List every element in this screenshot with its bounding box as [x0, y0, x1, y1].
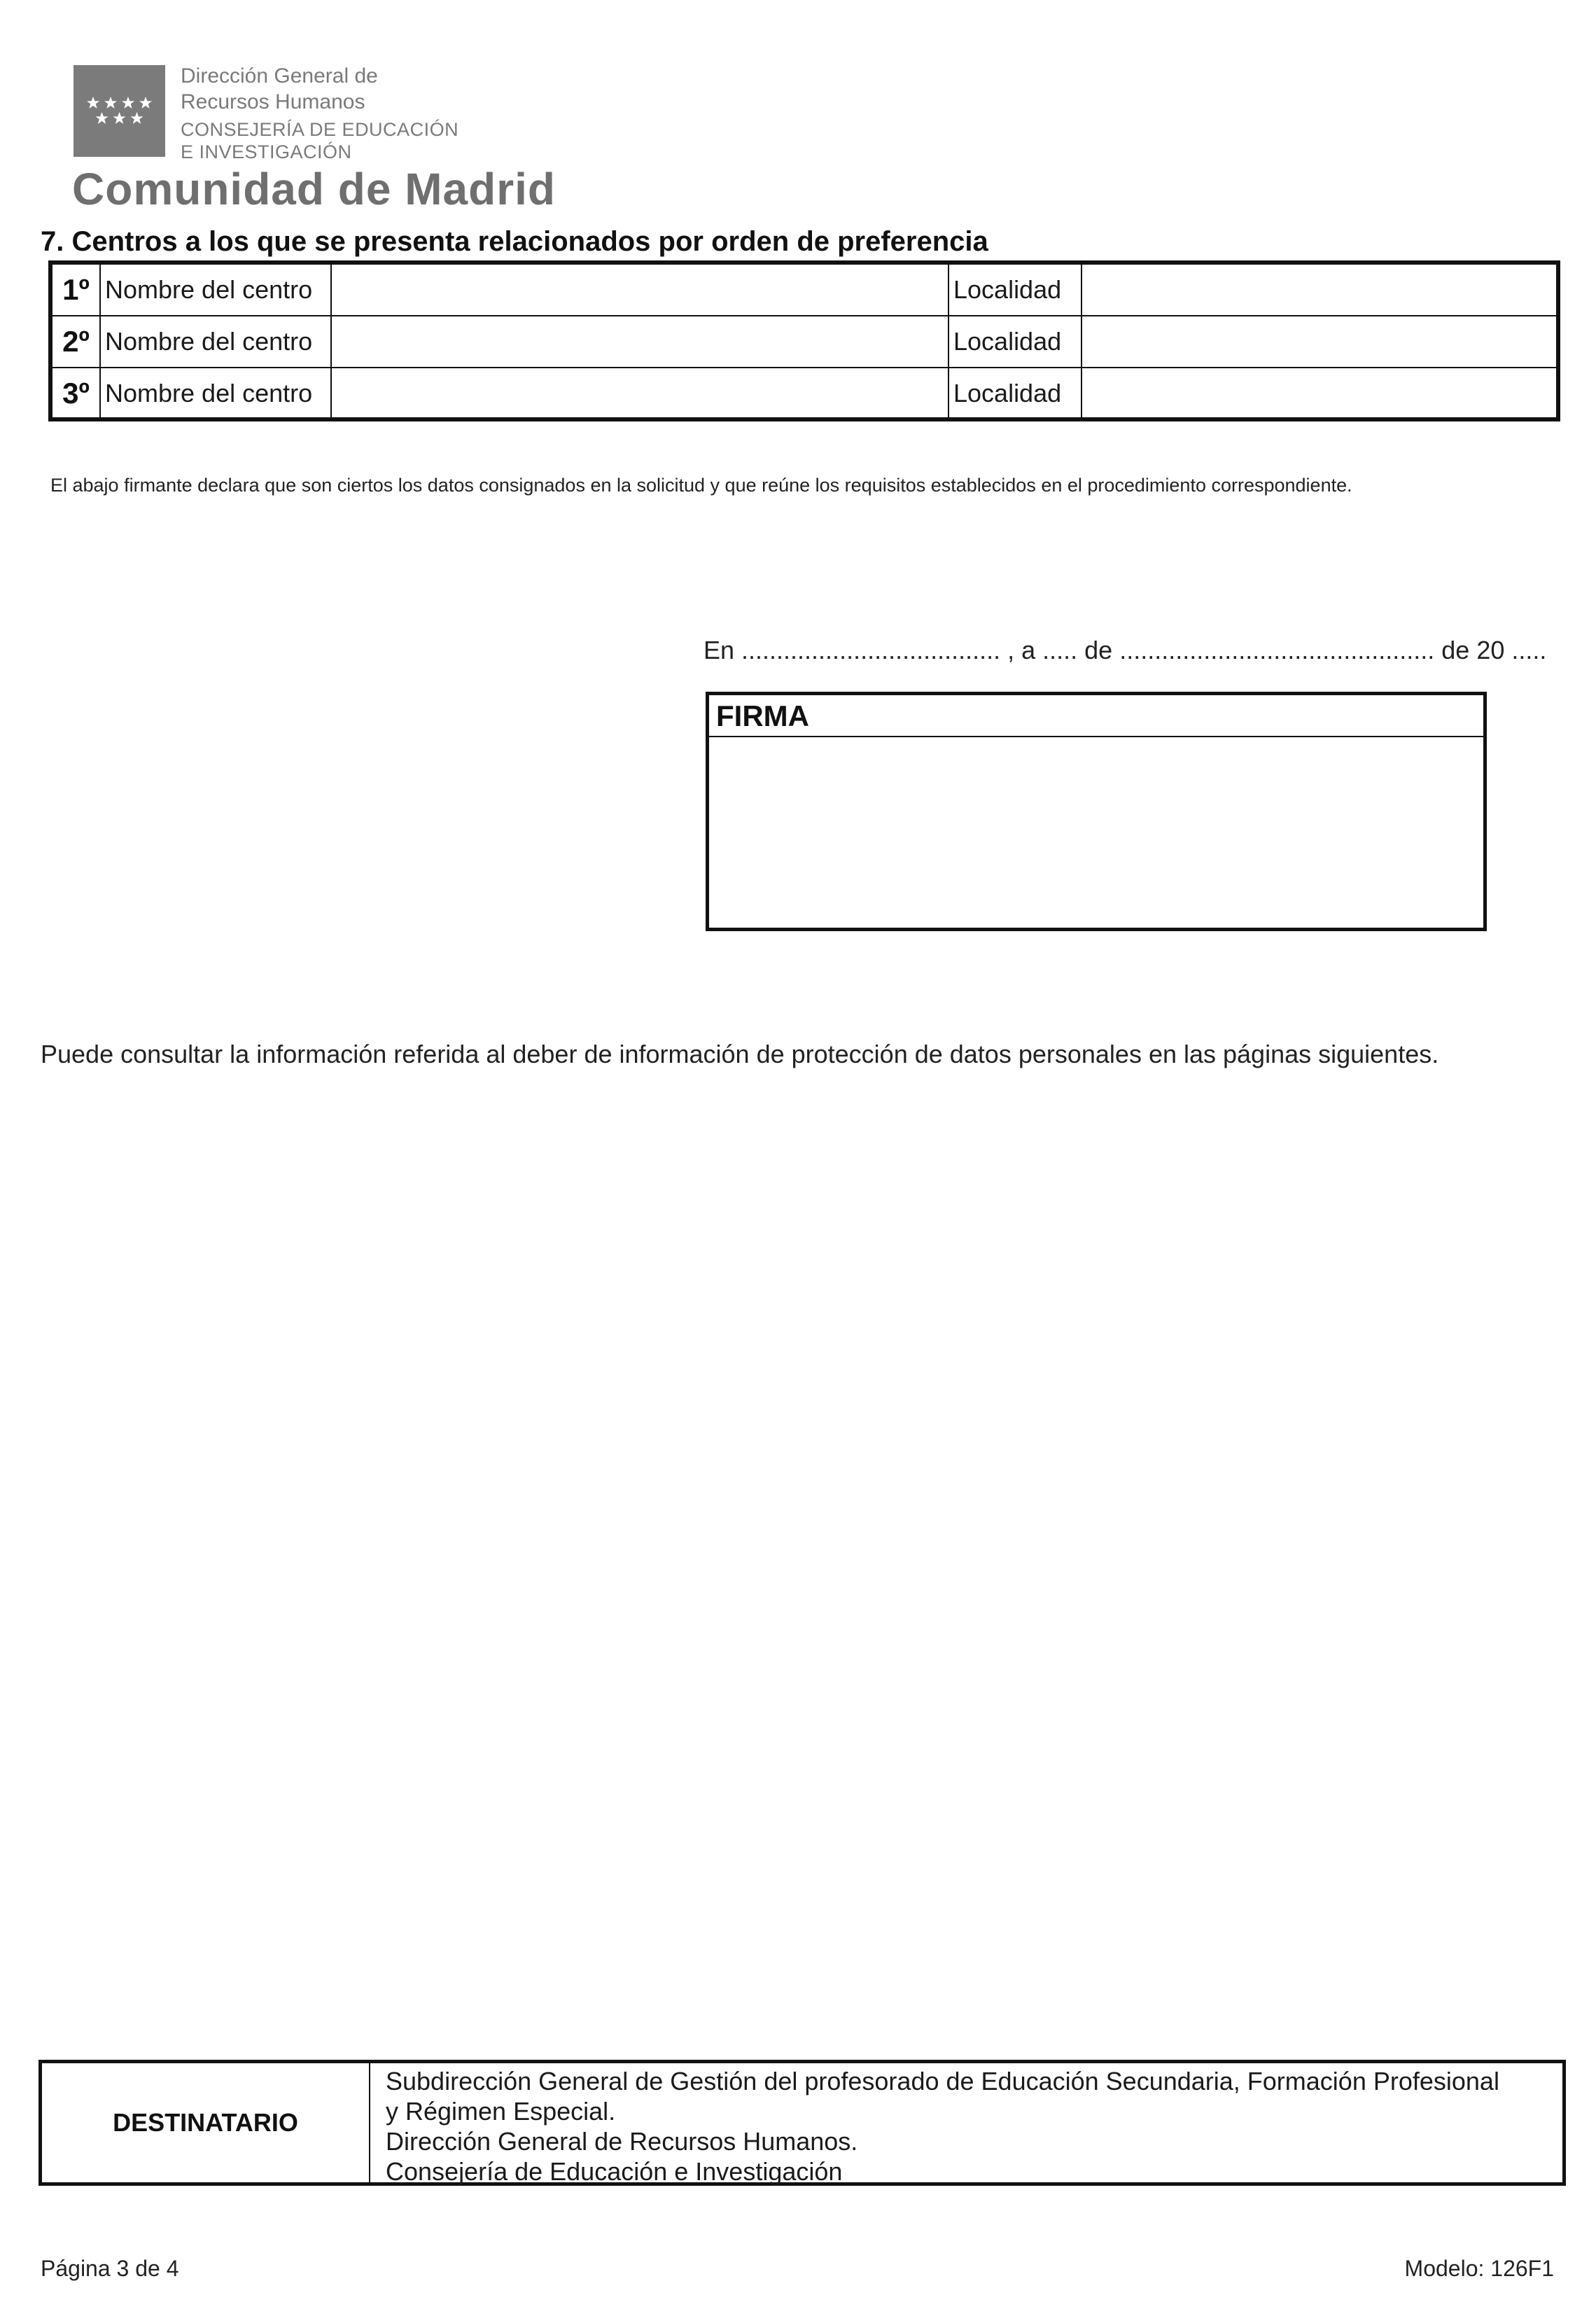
centro-name-field[interactable]	[331, 368, 948, 419]
localidad-field[interactable]	[1082, 368, 1556, 419]
brand-name: Comunidad de Madrid	[72, 164, 556, 214]
org-line-3: CONSEJERÍA DE EDUCACIÓN	[181, 119, 459, 140]
centro-name-field[interactable]	[331, 265, 948, 316]
localidad-field[interactable]	[1082, 265, 1556, 316]
localidad-field[interactable]	[1082, 316, 1556, 368]
data-protection-note: Puede consultar la información referida al deber de información de protección de datos personales en las páginas siguientes.	[41, 1040, 1439, 1068]
table-row	[52, 265, 1556, 316]
destinatario-line: Subdirección General de Gestión del profesorado de Educación Secundaria, Formación Profesional	[386, 2067, 1499, 2095]
destinatario-line: y Régimen Especial.	[386, 2097, 616, 2126]
centro-name-label: Nombre del centro	[100, 265, 331, 316]
destinatario-line: Consejería de Educación e Investigación	[386, 2157, 843, 2186]
signature-box	[706, 692, 1487, 931]
org-line-2: Recursos Humanos	[181, 90, 365, 113]
table-row	[52, 368, 1556, 419]
place-date-line[interactable]: En ..................................... , a ..... de ............................................. de 20 .....	[704, 636, 1547, 664]
destinatario-line: Dirección General de Recursos Humanos.	[386, 2127, 858, 2156]
section-title: 7. Centros a los que se presenta relacionados por orden de preferencia	[41, 226, 988, 257]
declaration-text: El abajo firmante declara que son ciertos los datos consignados en la solicitud y que reúne los requisitos establecidos en el procedimiento correspondiente.	[50, 475, 1352, 496]
model-code: Modelo: 126F1	[1404, 2256, 1554, 2281]
preference-number: 3º	[52, 368, 100, 419]
preference-number: 2º	[52, 316, 100, 368]
org-line-1: Dirección General de	[181, 64, 378, 88]
org-line-4: E INVESTIGACIÓN	[181, 141, 352, 162]
centros-table	[48, 260, 1560, 421]
signature-area[interactable]	[709, 737, 1483, 928]
localidad-label: Localidad	[948, 316, 1082, 368]
destinatario-box	[38, 2060, 1566, 2186]
table-row	[52, 316, 1556, 368]
destinatario-address	[370, 2063, 1562, 2186]
preference-number: 1º	[52, 265, 100, 316]
comunidad-madrid-logo	[74, 65, 165, 157]
page-number: Página 3 de 4	[41, 2256, 179, 2281]
signature-label: FIRMA	[709, 695, 1483, 737]
centro-name-label: Nombre del centro	[100, 316, 331, 368]
centro-name-field[interactable]	[331, 316, 948, 368]
localidad-label: Localidad	[948, 368, 1082, 419]
centro-name-label: Nombre del centro	[100, 368, 331, 419]
destinatario-label: DESTINATARIO	[42, 2063, 370, 2182]
localidad-label: Localidad	[948, 265, 1082, 316]
stars-icon	[85, 94, 155, 129]
